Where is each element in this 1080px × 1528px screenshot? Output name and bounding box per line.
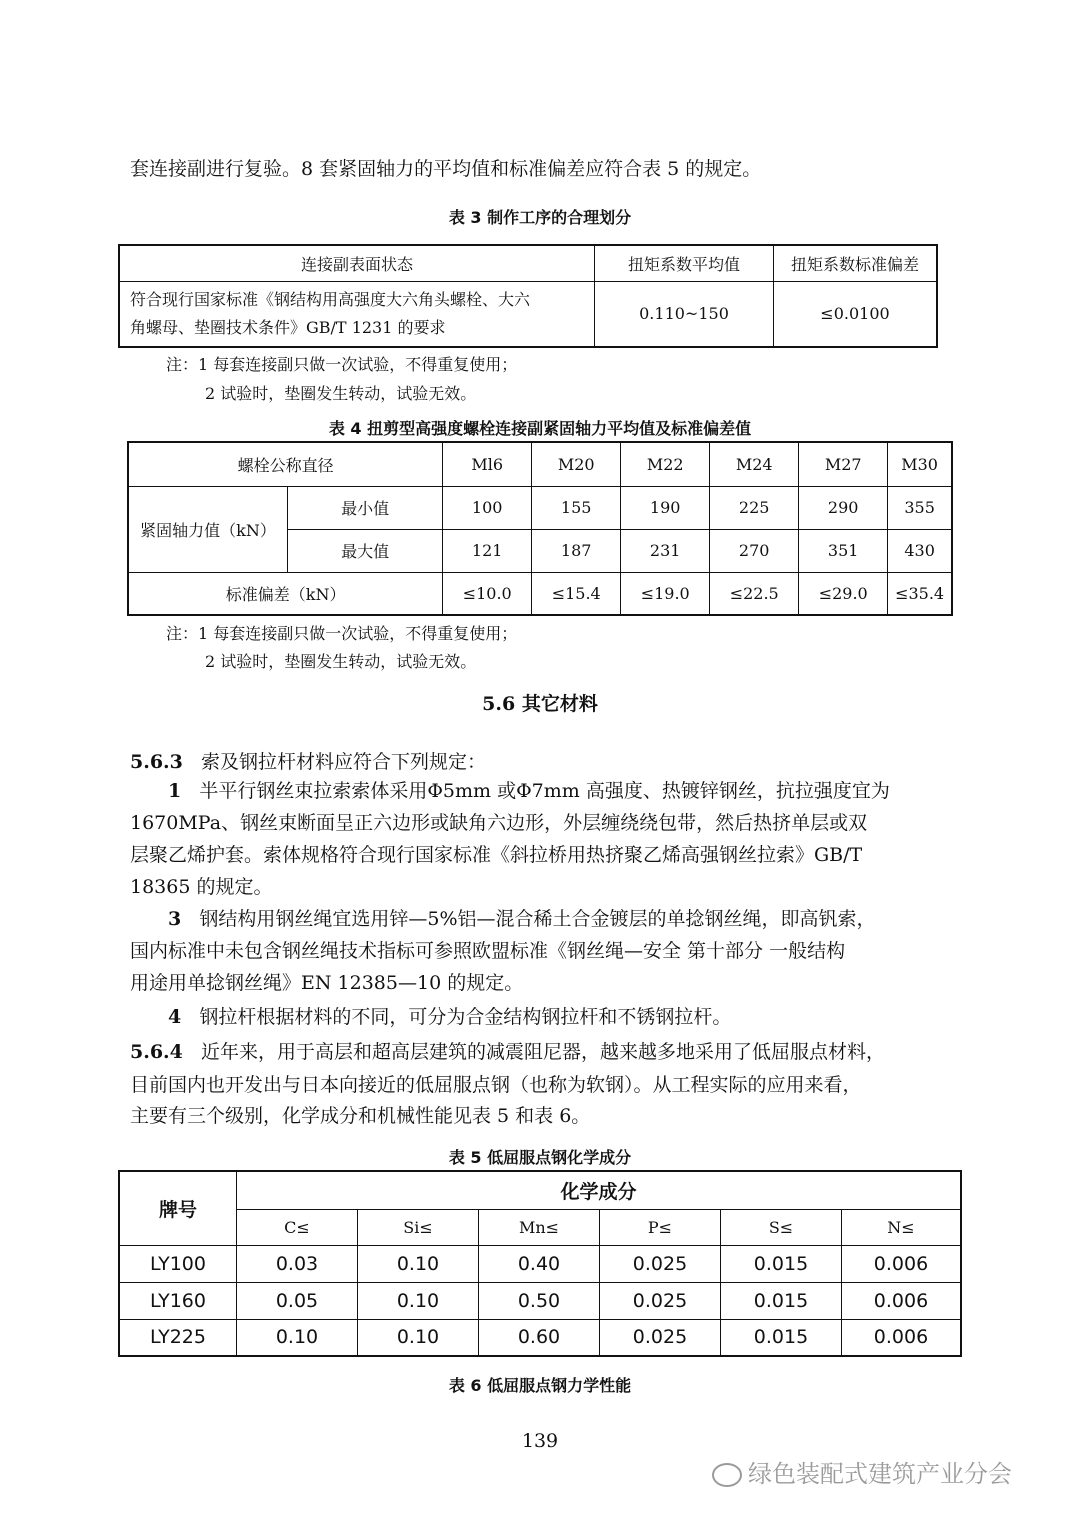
table4-size: M20 bbox=[532, 442, 621, 486]
item3-line2: 国内标准中未包含钢丝绳技术指标可参照欧盟标准《钢丝绳—安全 第十部分 一般结构 bbox=[130, 940, 846, 962]
table4-size: M30 bbox=[888, 442, 952, 486]
table5-value: 0.60 bbox=[479, 1319, 600, 1356]
table4-min-value: 190 bbox=[621, 486, 710, 529]
intro-line: 套连接副进行复验。8 套紧固轴力的平均值和标准偏差应符合表 5 的规定。 bbox=[130, 158, 762, 180]
table5-grade-header: 牌号 bbox=[119, 1171, 237, 1245]
table4-min-value: 100 bbox=[443, 486, 532, 529]
table5-value: 0.50 bbox=[479, 1282, 600, 1319]
table5-element-header: P≤ bbox=[600, 1209, 721, 1245]
table4-caption: 表 4 扭剪型高强度螺栓连接副紧固轴力平均值及标准偏差值 bbox=[328, 419, 752, 438]
table4-max-value: 231 bbox=[621, 529, 710, 572]
table3-condition-line1: 符合现行国家标准《钢结构用高强度大六角头螺栓、大六 bbox=[130, 289, 531, 309]
table5-group-header: 化学成分 bbox=[237, 1171, 962, 1209]
table5-row bbox=[119, 1319, 961, 1356]
table5-value: 0.006 bbox=[842, 1282, 962, 1319]
clause-563-text: 索及钢拉杆材料应符合下列规定： bbox=[201, 751, 487, 773]
item4-number: 4 bbox=[168, 1006, 182, 1028]
table5-element-header: C≤ bbox=[237, 1209, 358, 1245]
item1-text-1: 半平行钢丝束拉索索体采用Φ5mm 或Φ7mm 高强度、热镀锌钢丝，抗拉强度宜为 bbox=[199, 780, 890, 802]
table4-std-value: ≤10.0 bbox=[443, 572, 532, 615]
watermark-text: 绿色装配式建筑产业分会 bbox=[748, 1460, 1012, 1488]
item4-text-1: 钢拉杆根据材料的不同，可分为合金结构钢拉杆和不锈钢拉杆。 bbox=[199, 1006, 732, 1028]
table4-min-value: 225 bbox=[710, 486, 799, 529]
table4-min-label: 最小值 bbox=[288, 486, 443, 529]
table3-condition-cell bbox=[119, 281, 595, 347]
table4-size: M24 bbox=[710, 442, 799, 486]
table3-header-mean: 扭矩系数平均值 bbox=[595, 245, 774, 281]
table5-value: 0.03 bbox=[237, 1245, 358, 1282]
clause-564-text-1: 近年来，用于高层和超高层建筑的减震阻尼器，越来越多地采用了低屈服点材料， bbox=[201, 1041, 886, 1063]
wechat-icon bbox=[712, 1463, 742, 1487]
table5-value: 0.006 bbox=[842, 1319, 962, 1356]
page-number: 139 bbox=[521, 1430, 559, 1452]
table5-caption: 表 5 低屈服点钢化学成分 bbox=[448, 1148, 632, 1167]
table5-value: 0.40 bbox=[479, 1245, 600, 1282]
table4-std-value: ≤15.4 bbox=[532, 572, 621, 615]
item1-line2: 1670MPa、钢丝束断面呈正六边形或缺角六边形，外层缠绕绕包带，然后热挤单层或双 bbox=[130, 812, 868, 834]
item3-number: 3 bbox=[168, 908, 182, 930]
table5-element-header: Mn≤ bbox=[479, 1209, 600, 1245]
table5-element-header: Si≤ bbox=[358, 1209, 479, 1245]
table4-max-value: 351 bbox=[799, 529, 888, 572]
table5-row bbox=[119, 1282, 961, 1319]
table4-force-label: 紧固轴力值（kN） bbox=[128, 486, 288, 572]
section-title: 5.6 其它材料 bbox=[482, 693, 598, 715]
item4-line1 bbox=[168, 1001, 731, 1033]
table5-value: 0.015 bbox=[721, 1282, 842, 1319]
clause-564-number: 5.6.4 bbox=[130, 1041, 183, 1063]
table3-condition-line2: 角螺母、垫圈技术条件》GB/T 1231 的要求 bbox=[130, 317, 446, 337]
table5-value: 0.10 bbox=[237, 1319, 358, 1356]
table5-value: 0.006 bbox=[842, 1245, 962, 1282]
item1-line1 bbox=[168, 775, 890, 807]
table4 bbox=[127, 441, 953, 616]
table4-max-value: 187 bbox=[532, 529, 621, 572]
table5-element-header: N≤ bbox=[842, 1209, 962, 1245]
watermark bbox=[712, 1454, 1012, 1489]
table4-note-2: 2 试验时，垫圈发生转动，试验无效。 bbox=[205, 652, 477, 671]
table4-max-label: 最大值 bbox=[288, 529, 443, 572]
clause-564-line2: 目前国内也开发出与日本向接近的低屈服点钢（也称为软钢）。从工程实际的应用来看， bbox=[130, 1074, 862, 1096]
table4-size: M27 bbox=[799, 442, 888, 486]
table3-note-1: 注：1 每套连接副只做一次试验，不得重复使用； bbox=[166, 355, 518, 374]
table3-stddev-value: ≤0.0100 bbox=[774, 281, 938, 347]
table5-value: 0.025 bbox=[600, 1319, 721, 1356]
table3 bbox=[118, 244, 938, 348]
table5-value: 0.10 bbox=[358, 1319, 479, 1356]
table4-min-value: 290 bbox=[799, 486, 888, 529]
table5-grade: LY160 bbox=[119, 1282, 237, 1319]
item3-text-1: 钢结构用钢丝绳宜选用锌—5%铝—混合稀土合金镀层的单捻钢丝绳，即高钒索， bbox=[199, 908, 876, 930]
table3-mean-value: 0.110~150 bbox=[595, 281, 774, 347]
table4-std-label: 标准偏差（kN） bbox=[128, 572, 443, 615]
table3-header-condition: 连接副表面状态 bbox=[119, 245, 595, 281]
table5 bbox=[118, 1170, 962, 1357]
item1-line3: 层聚乙烯护套。索体规格符合现行国家标准《斜拉桥用热挤聚乙烯高强钢丝拉索》GB/T bbox=[130, 844, 863, 866]
table4-header-diameter: 螺栓公称直径 bbox=[128, 442, 443, 486]
table4-std-value: ≤29.0 bbox=[799, 572, 888, 615]
table4-max-value: 121 bbox=[443, 529, 532, 572]
clause-564-line1 bbox=[130, 1036, 885, 1068]
table5-value: 0.05 bbox=[237, 1282, 358, 1319]
table3-caption: 表 3 制作工序的合理划分 bbox=[448, 208, 632, 227]
table4-max-value: 430 bbox=[888, 529, 952, 572]
table5-value: 0.025 bbox=[600, 1245, 721, 1282]
table4-std-value: ≤19.0 bbox=[621, 572, 710, 615]
table4-std-value: ≤22.5 bbox=[710, 572, 799, 615]
table4-size: Ml6 bbox=[443, 442, 532, 486]
table5-value: 0.10 bbox=[358, 1282, 479, 1319]
table4-min-value: 355 bbox=[888, 486, 952, 529]
table4-size: M22 bbox=[621, 442, 710, 486]
clause-564-line3: 主要有三个级别，化学成分和机械性能见表 5 和表 6。 bbox=[130, 1105, 591, 1127]
table5-value: 0.015 bbox=[721, 1319, 842, 1356]
table5-element-header: S≤ bbox=[721, 1209, 842, 1245]
clause-563 bbox=[130, 746, 486, 778]
table4-min-value: 155 bbox=[532, 486, 621, 529]
table4-note-1: 注：1 每套连接副只做一次试验，不得重复使用； bbox=[166, 624, 518, 643]
table5-grade: LY225 bbox=[119, 1319, 237, 1356]
table5-value: 0.015 bbox=[721, 1245, 842, 1282]
table3-header-stddev: 扭矩系数标准偏差 bbox=[774, 245, 938, 281]
table5-value: 0.025 bbox=[600, 1282, 721, 1319]
item1-line4: 18365 的规定。 bbox=[130, 876, 273, 898]
table4-std-value: ≤35.4 bbox=[888, 572, 952, 615]
table3-note-2: 2 试验时，垫圈发生转动，试验无效。 bbox=[205, 384, 477, 403]
item1-number: 1 bbox=[168, 780, 182, 802]
table6-caption: 表 6 低屈服点钢力学性能 bbox=[448, 1376, 632, 1395]
table5-row bbox=[119, 1245, 961, 1282]
table4-max-value: 270 bbox=[710, 529, 799, 572]
item3-line1 bbox=[168, 903, 876, 935]
table5-grade: LY100 bbox=[119, 1245, 237, 1282]
clause-563-number: 5.6.3 bbox=[130, 751, 183, 773]
table5-value: 0.10 bbox=[358, 1245, 479, 1282]
item3-line3: 用途用单捻钢丝绳》EN 12385—10 的规定。 bbox=[130, 972, 524, 994]
